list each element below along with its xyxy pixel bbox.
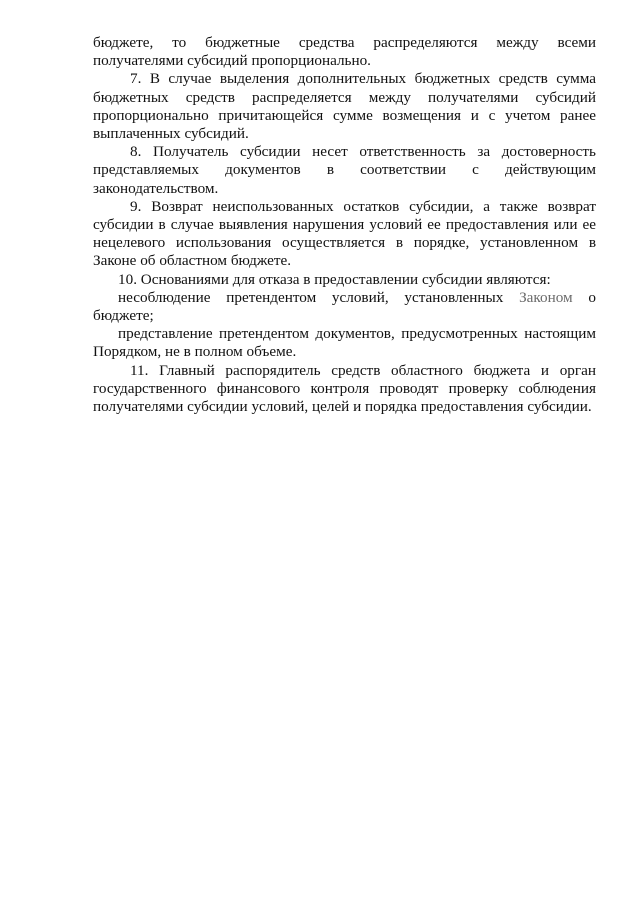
- paragraph-10-item-1-text-before: несоблюдение претендентом условий, установленных: [118, 288, 520, 306]
- paragraph-11: 11. Главный распорядитель средств областного бюджета и орган государственного финансового контроля проводят проверку соблюдения получателями субсидии условий, целей и порядка предоставления субсидии.: [93, 361, 596, 416]
- law-link[interactable]: Законом: [519, 288, 573, 306]
- paragraph-9: 9. Возврат неиспользованных остатков субсидии, а также возврат субсидии в случае выявления нарушения условий ее предоставления или ее нецелевого использования осуществляется в порядке, установленном в Законе об областном бюджете.: [93, 197, 596, 270]
- paragraph-10-item-1-text-after: о бюджете;: [93, 288, 596, 325]
- paragraph-8: 8. Получатель субсидии несет ответственность за достоверность представляемых документов в соответствии с действующим законодательством.: [93, 143, 596, 197]
- paragraph-continuation: бюджете, то бюджетные средства распределяются между всеми получателями субсидий пропорционально.: [93, 34, 596, 70]
- paragraph-10: 10. Основаниями для отказа в предоставлении субсидии являются:: [118, 270, 551, 288]
- paragraph-7: 7. В случае выделения дополнительных бюджетных средств сумма бюджетных средств распределяется между получателями субсидий пропорционально причитающейся сумме возмещения и с учетом ранее выплаченных субсидий.: [93, 70, 596, 143]
- paragraph-10-item-2: представление претендентом документов, предусмотренных настоящим Порядком, не в полном объеме.: [93, 325, 596, 361]
- paragraph-10-item-1: [93, 289, 596, 325]
- document-page: [93, 34, 596, 416]
